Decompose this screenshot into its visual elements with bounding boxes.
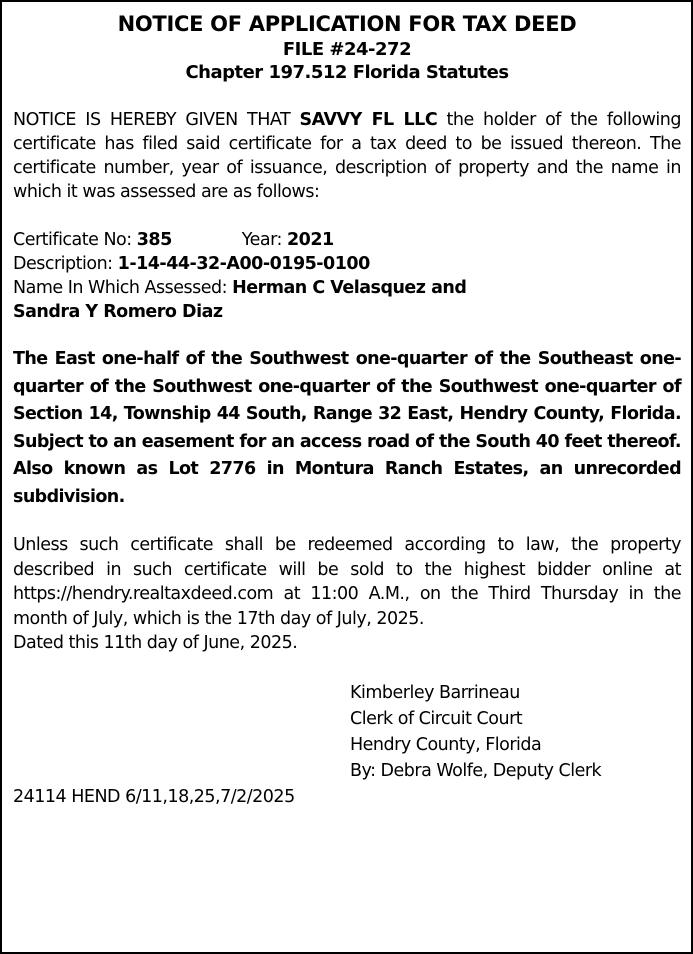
intro-before: NOTICE IS HEREBY GIVEN THAT (13, 110, 300, 130)
statute-chapter: Chapter 197.512 Florida Statutes (185, 62, 509, 83)
deputy-clerk: By: Debra Wolfe, Deputy Clerk (350, 761, 602, 781)
clerk-county: Hendry County, Florida (350, 735, 542, 755)
description-label: Description: (13, 254, 118, 274)
certificate-no-label: Certificate No: (13, 230, 137, 250)
parcel-id: 1-14-44-32-A00-0195-0100 (117, 254, 370, 274)
assessed-name-2: Sandra Y Romero Diaz (13, 302, 223, 322)
signature-block (350, 680, 681, 784)
file-number: FILE #24-272 (282, 39, 412, 60)
certificate-block (13, 228, 681, 324)
description-line (13, 252, 681, 276)
dated-line: Dated this 11th day of June, 2025. (13, 633, 298, 653)
assessed-name-line (13, 276, 681, 300)
publication-footer: 24114 HEND 6/11,18,25,7/2/2025 (13, 787, 295, 807)
notice-title: NOTICE OF APPLICATION FOR TAX DEED (117, 12, 577, 36)
intro-paragraph (13, 108, 681, 204)
intro-after: the holder of the following certificate has filed said certificate for a tax deed to be issued thereon. The certificate number, year of issuance, description of property and the name in which it was assessed are as follows: (13, 110, 681, 202)
clerk-name: Kimberley Barrineau (350, 683, 520, 703)
assessed-name-1: Herman C Velasquez and (232, 278, 467, 298)
certificate-no-value: 385 (136, 230, 172, 250)
certificate-line (13, 228, 681, 252)
holder-name: SAVVY FL LLC (299, 110, 438, 130)
assessed-label: Name In Which Assessed: (13, 278, 233, 298)
assessed-name-line-2 (13, 300, 681, 324)
year-value: 2021 (286, 230, 334, 250)
redemption-paragraph: Unless such certificate shall be redeemed according to law, the property described in such certificate will be sold to the highest bidder online at https://hendry.realtaxdeed.com at 11:00 A.M., on the Third Thursday in the month of July, which is the 17th day of July, 2025. (13, 535, 681, 629)
year-label: Year: (241, 230, 287, 250)
clerk-title: Clerk of Circuit Court (350, 709, 523, 729)
legal-description: The East one-half of the Southwest one-quarter of the Southeast one-quarter of the Southwest one-quarter of the Southwest one-quarter of Section 14, Township 44 South, Range 32 East, Hendry County, Florida. Subject to an easement for an access road of the South 40 feet thereof. Also known as Lot 2776 in Montura Ranch Estates, an unrecorded subdivision. (13, 349, 681, 507)
